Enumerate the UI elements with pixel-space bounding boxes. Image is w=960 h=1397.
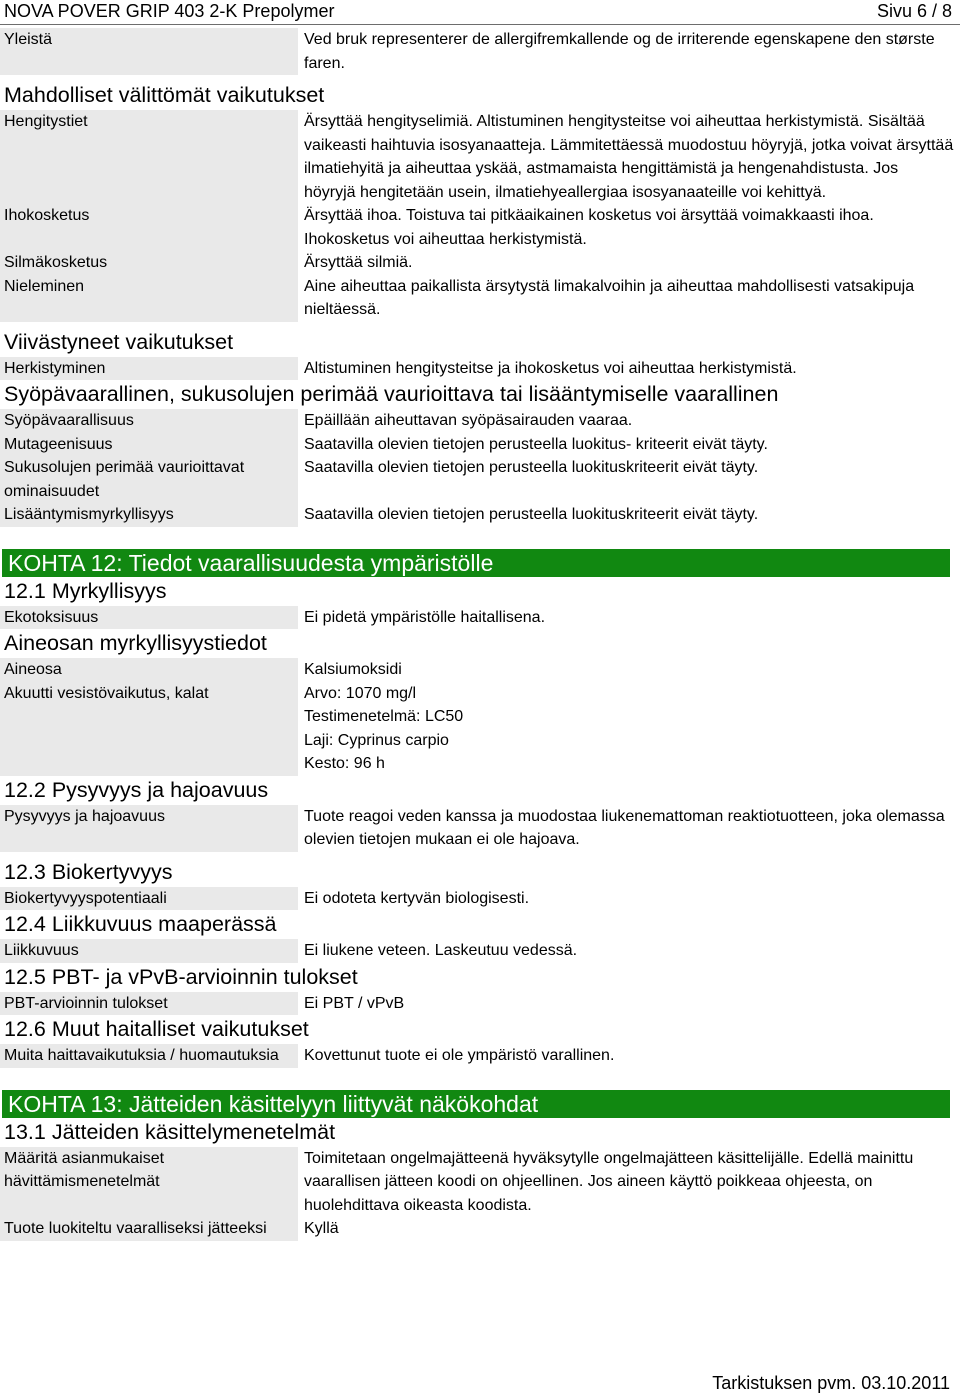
field-value: Ärsyttää silmiä. xyxy=(304,254,413,271)
table-row xyxy=(0,1217,960,1241)
table-row xyxy=(0,409,960,433)
field-label: Nieleminen xyxy=(0,275,298,322)
field-value: Ärsyttää ihoa. Toistuva tai pitkäaikainen kosketus voi ärsyttää voimakkaasti ihoa. Ihokosketus voi aiheuttaa herkistymistä. xyxy=(304,207,874,248)
section-heading-cmr: Syöpävaarallinen, sukusolujen perimää vaurioittava tai lisääntymiselle vaarallinen xyxy=(4,382,779,406)
field-value: Saatavilla olevien tietojen perusteella luokituskriteerit eivät täyty. xyxy=(304,459,759,476)
field-value: Saatavilla olevien tietojen perusteella luokitus- kriteerit eivät täyty. xyxy=(304,435,768,453)
field-label: Yleistä xyxy=(0,28,298,75)
table-row xyxy=(0,1044,960,1068)
table-row xyxy=(0,275,960,322)
field-value: Ei pidetä ympäristölle haitallisena. xyxy=(304,608,546,626)
field-label: PBT-arvioinnin tulokset xyxy=(0,992,298,1016)
subsection-heading-12-3: 12.3 Biokertyvyys xyxy=(4,859,173,884)
value-line: Kesto: 96 h xyxy=(304,755,385,772)
subsection-heading-12-6: 12.6 Muut haitalliset vaikutukset xyxy=(4,1017,309,1041)
field-value: Ved bruk representerer de allergifremkallende og de irriterende egenskapene den største faren. xyxy=(304,31,935,72)
field-value: Saatavilla olevien tietojen perusteella luokituskriteerit eivät täyty. xyxy=(304,506,759,523)
subsection-heading-component-toxicity: Aineosan myrkyllisyystiedot xyxy=(4,631,267,655)
content xyxy=(0,28,960,1241)
field-value: Ärsyttää hengityselimiä. Altistuminen hengitysteitse voi aiheuttaa herkistymistä. Sisältää vaikeasti haihtuvia isosyanaatteja. Lämmitettäessä muodostuu höyryjä, jotka voivat ärsyttää ilmatiehyitä ja aiheuttaa yskää, astmamaista hengittämistä ja hengenahdistusta. Jos höyryjä hengitetään usein, ilmatiehyeallergiaa isosyanaateille voi kehittyä. xyxy=(304,113,954,201)
value-line: Laji: Cyprinus carpio xyxy=(304,731,449,749)
subsection-heading-12-4: 12.4 Liikkuvuus maaperässä xyxy=(4,912,277,936)
field-label: Mutageenisuus xyxy=(0,433,298,457)
field-value: Toimitetaan ongelmajätteenä hyväksytylle ongelmajätteen käsittelijälle. Edellä mainittu vaarallisen jätteen koodi on ohjeellinen. Jos aineen käyttö poikkeaa ohjeesta, on huolehdittava oikeasta koodista. xyxy=(304,1149,914,1214)
field-value: Tuote reagoi veden kanssa ja muodostaa liukenemattoman reaktiotuotteen, joka olemassa olevien tietojen mukaan ei ole hajoava. xyxy=(304,807,945,848)
field-value: Kyllä xyxy=(304,1220,339,1237)
field-value: Aine aiheuttaa paikallista ärsytystä limakalvoihin ja aiheuttaa mahdollisesti vatsakipuja nieltäessä. xyxy=(304,277,915,318)
table-row xyxy=(0,606,960,630)
page-number: Sivu 6 / 8 xyxy=(876,1,952,21)
table-row xyxy=(0,204,960,251)
field-label: Muita haittavaikutuksia / huomautuksia xyxy=(0,1044,298,1068)
field-label: Hengitystiet xyxy=(0,110,298,204)
table-row xyxy=(0,658,960,682)
subsection-heading-12-1: 12.1 Myrkyllisyys xyxy=(4,578,167,603)
section-banner-13: KOHTA 13: Jätteiden käsittelyyn liittyvät näkökohdat xyxy=(2,1090,950,1118)
field-label: Aineosa xyxy=(0,658,298,682)
subsection-heading-12-5: 12.5 PBT- ja vPvB-arvioinnin tulokset xyxy=(4,964,358,989)
table-row xyxy=(0,805,960,852)
section-heading-delayed-effects: Viivästyneet vaikutukset xyxy=(4,329,234,354)
table-row xyxy=(0,887,960,911)
field-label: Määritä asianmukaiset hävittämismenetelmät xyxy=(0,1147,298,1218)
table-row xyxy=(0,433,960,457)
field-label: Herkistyminen xyxy=(0,357,298,381)
field-label: Lisääntymismyrkyllisyys xyxy=(0,503,298,527)
field-value: Epäillään aiheuttavan syöpäsairauden vaaraa. xyxy=(304,412,633,429)
revision-date: Tarkistuksen pvm. 03.10.2011 xyxy=(712,1373,950,1393)
table-row xyxy=(0,992,960,1016)
table-row xyxy=(0,1147,960,1218)
field-label: Akuutti vesistövaikutus, kalat xyxy=(0,682,298,776)
field-value: Altistuminen hengitysteitse ja ihokosketus voi aiheuttaa herkistymistä. xyxy=(304,359,797,377)
field-label: Silmäkosketus xyxy=(0,251,298,275)
field-label: Tuote luokiteltu vaaralliseksi jätteeksi xyxy=(0,1217,298,1241)
field-value: Ei liukene veteen. Laskeutuu vedessä. xyxy=(304,942,578,959)
value-line: Testimenetelmä: LC50 xyxy=(304,708,464,725)
table-row xyxy=(0,251,960,275)
section-banner-12: KOHTA 12: Tiedot vaarallisuudesta ympäristölle xyxy=(2,549,950,577)
field-value: Ei odoteta kertyvän biologisesti. xyxy=(304,889,530,907)
table-row xyxy=(0,110,960,204)
field-label: Pysyvyys ja hajoavuus xyxy=(0,805,298,852)
field-value xyxy=(304,682,954,776)
section-heading-immediate-effects: Mahdolliset välittömät vaikutukset xyxy=(4,83,325,107)
field-value: Kovettunut tuote ei ole ympäristö varallinen. xyxy=(304,1047,615,1064)
subsection-heading-13-1: 13.1 Jätteiden käsittelymenetelmät xyxy=(4,1119,336,1144)
document-title: NOVA POVER GRIP 403 2-K Prepolymer xyxy=(4,1,335,21)
field-value: Ei PBT / vPvB xyxy=(304,994,405,1012)
field-label: Syöpävaarallisuus xyxy=(0,409,298,433)
table-row xyxy=(0,939,960,963)
field-label: Liikkuvuus xyxy=(0,939,298,963)
value-line: Arvo: 1070 mg/l xyxy=(304,684,417,702)
field-label: Biokertyvyyspotentiaali xyxy=(0,887,298,911)
field-value: Kalsiumoksidi xyxy=(304,661,402,678)
field-label: Ekotoksisuus xyxy=(0,606,298,630)
table-row xyxy=(0,357,960,381)
table-row xyxy=(0,28,960,75)
field-label: Sukusolujen perimää vaurioittavat ominaisuudet xyxy=(0,456,298,503)
table-row xyxy=(0,456,960,503)
subsection-heading-12-2: 12.2 Pysyvyys ja hajoavuus xyxy=(4,777,269,802)
page-header xyxy=(0,0,960,25)
table-row xyxy=(0,503,960,527)
table-row xyxy=(0,682,960,776)
field-label: Ihokosketus xyxy=(0,204,298,251)
